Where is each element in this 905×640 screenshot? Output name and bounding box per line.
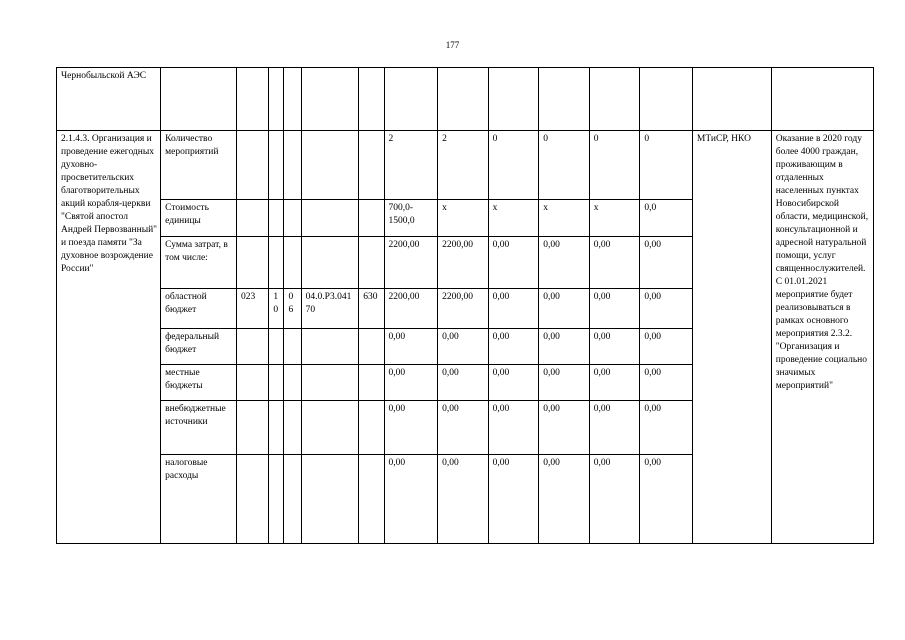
- row-label: местные бюджеты: [161, 365, 237, 401]
- row-label: областной бюджет: [161, 289, 237, 329]
- table-row: Стоимость единицы 700,0-1500,0 х х х х 0,0: [57, 200, 874, 237]
- measure-title: Организация и проведение ежегодных духовно-просветительских благотворительных акций корабля-церкви "Святой апостол Андрей Первозванный" и поезда памяти "За духовное возрождение России": [61, 134, 158, 274]
- code-subsection: 06: [284, 289, 301, 329]
- code-gp: 023: [236, 289, 268, 329]
- row-label: внебюджетные источники: [161, 401, 237, 455]
- table-row: областной бюджет 023 10 06 04.0.Р3.04170 630 2200,00 2200,00 0,00 0,00 0,00 0,00: [57, 289, 874, 329]
- row-label: Стоимость единицы: [161, 200, 237, 237]
- table-row-header-continuation: [57, 68, 874, 131]
- table-row: 2.1.4.3. Организация и проведение ежегодных духовно-просветительских благотворительных акций корабля-церкви "Святой апостол Андрей Первозванный" и поезда памяти "За духовное возрождение России" Количество мероприятий 2 2 0 0 0 0 МТиСР, НКО Оказание в 2020 году более 4000 граждан, проживающим в отдаленных населенных пунктах Новосибирской области, медицинской, консультационной и адресной натуральной помощи, услуг священнослужителей. С 01.01.2021 мероприятие будет реализовываться в рамках основного мероприятия 2.3.2. "Организация и проведение социально значимых мероприятий": [57, 131, 874, 200]
- row-label: Сумма затрат, в том числе:: [161, 237, 237, 289]
- result-cell: Оказание в 2020 году более 4000 граждан, проживающим в отдаленных населенных пунктах Новосибирской области, медицинской, консультационной и адресной натуральной помощи, услуг священнослужителей. С 01.01.2021 мероприятие будет реализовываться в рамках основного мероприятия 2.3.2. "Организация и проведение социально значимых мероприятий": [771, 131, 873, 544]
- page-number: 177: [445, 40, 460, 50]
- table-row: федеральный бюджет 0,00 0,00 0,00 0,00 0,00 0,00: [57, 329, 874, 365]
- continued-measure-cell: Чернобыльской АЭС: [57, 68, 161, 131]
- table-row: налоговые расходы 0,00 0,00 0,00 0,00 0,00 0,00: [57, 455, 874, 544]
- table-row: Сумма затрат, в том числе: 2200,00 2200,00 0,00 0,00 0,00 0,00: [57, 237, 874, 289]
- code-expense: 630: [359, 289, 384, 329]
- code-section: 10: [269, 289, 284, 329]
- measure-id: 2.1.4.3.: [61, 134, 90, 144]
- row-label: Количество мероприятий: [161, 131, 237, 200]
- program-table: [56, 67, 874, 544]
- table-row: местные бюджеты 0,00 0,00 0,00 0,00 0,00 0,00: [57, 365, 874, 401]
- table-row: внебюджетные источники 0,00 0,00 0,00 0,00 0,00 0,00: [57, 401, 874, 455]
- row-label: федеральный бюджет: [161, 329, 237, 365]
- measure-title-cell: [57, 131, 161, 544]
- code-target: 04.0.Р3.04170: [301, 289, 359, 329]
- executor-cell: МТиСР, НКО: [692, 131, 771, 544]
- row-label: налоговые расходы: [161, 455, 237, 544]
